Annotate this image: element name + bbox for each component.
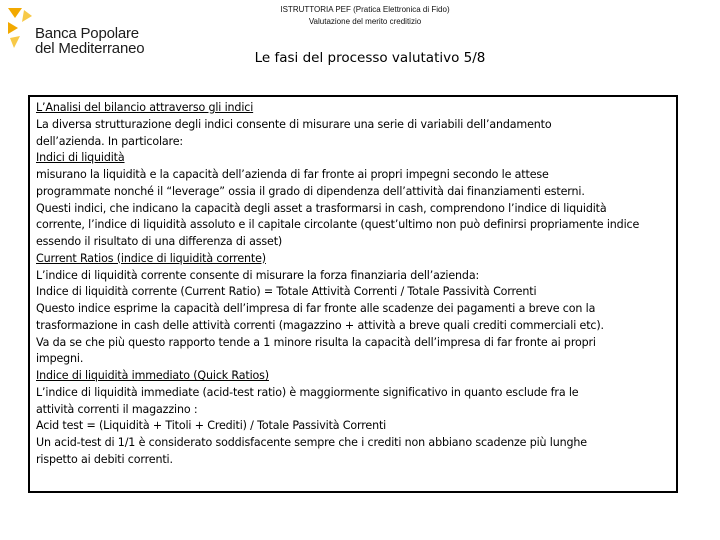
body-line: L’indice di liquidità immediate (acid-test ratio) è maggiormente significativo in quanto esclude fra le (36, 385, 579, 399)
document-header (230, 4, 500, 28)
body-line: Un acid-test di 1/1 è considerato soddisfacente sempre che i crediti non abbiano scadenze più lunghe (36, 436, 587, 449)
body-line: Questo indice esprime la capacità dell’impresa di far fronte alle scadenze dei pagamenti a breve con la (36, 302, 596, 315)
body-line: essendo il risultato di una differenza di asset) (36, 235, 283, 248)
logo-text-line1: Banca Popolare (35, 25, 139, 42)
subheading-liquidita: Indici di liquidità (36, 151, 125, 165)
header-line1: ISTRUTTORIA PEF (Pratica Elettronica di Fido) (280, 5, 450, 14)
formula-acid-test: Acid test = (Liquidità + Titoli + Crediti) / Totale Passività Correnti (36, 419, 387, 433)
body-line: L’indice di liquidità corrente consente di misurare la forza finanziaria dell’azienda: (36, 268, 480, 282)
body-line: rispetto ai debiti correnti. (36, 452, 173, 466)
body-line: attività correnti il magazzino : (36, 402, 198, 416)
formula-current-ratio: Indice di liquidità corrente (Current Ratio) = Totale Attività Correnti / Totale Passività Correnti (36, 285, 537, 299)
body-line: dell’azienda. In particolare: (36, 134, 183, 148)
body-line: impegni. (36, 352, 84, 366)
body-line: Va da se che più questo rapporto tende a 1 minore risulta la capacità dell’impresa di far fronte ai propri (36, 335, 596, 349)
logo-text-line2: del Mediterraneo (35, 40, 145, 57)
subheading-current-ratio: Current Ratios (indice di liquidità corrente) (36, 251, 266, 265)
body-line: misurano la liquidità e la capacità dell’azienda di far fronte ai propri impegni secondo le attese (36, 168, 549, 181)
subheading-quick-ratio: Indice di liquidità immediato (Quick Ratios) (36, 369, 269, 382)
body-line: trasformazione in cash delle attività correnti (magazzino + attività a breve quali crediti commerciali etc). (36, 318, 604, 332)
header-line2: Valutazione del merito creditizio (308, 17, 422, 26)
logo-mark-icon (6, 6, 34, 50)
bank-logo (6, 6, 156, 56)
body-line: programmate nonché il “leverage” ossia il grado di dipendenza dell’attività dai finanziamenti esterni. (36, 184, 585, 198)
content-box (28, 95, 678, 493)
body-line: Questi indici, che indicano la capacità degli asset a trasformarsi in cash, comprendono l’indice di liquidità (36, 201, 607, 215)
body-line: corrente, l’indice di liquidità assoluto e il capitale circolante (quest’ultimo non può definirsi propriamente indice (36, 218, 640, 232)
slide-title: Le fasi del processo valutativo 5/8 (254, 50, 486, 66)
section-heading-indici: L’Analisi del bilancio attraverso gli indici (36, 101, 254, 114)
body-line: La diversa strutturazione degli indici consente di misurare una serie di variabili dell’andamento (36, 117, 552, 131)
